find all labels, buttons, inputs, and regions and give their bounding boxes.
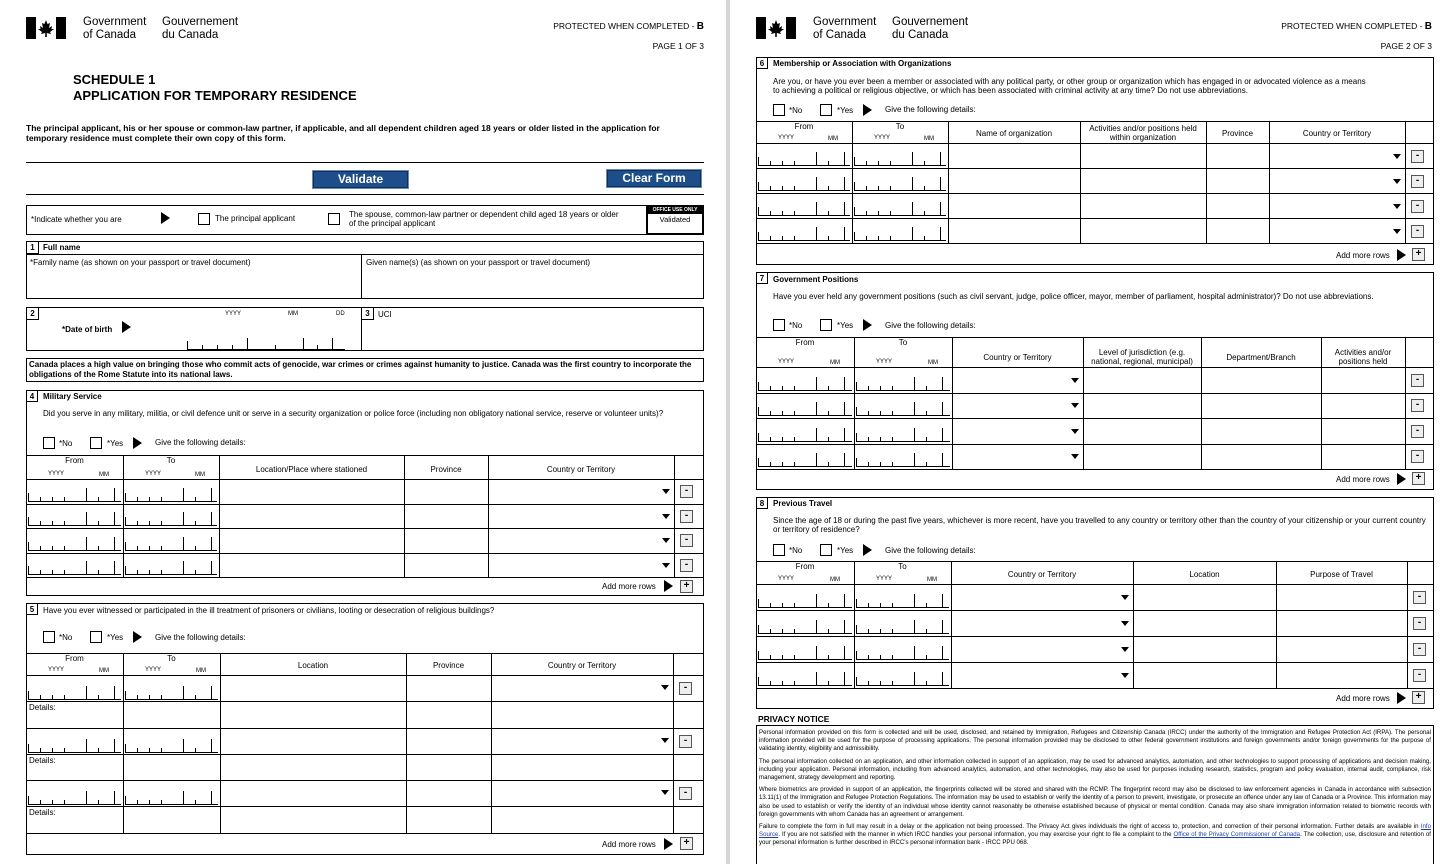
s6-from-date-input[interactable] [756,169,852,193]
s7-country-select[interactable] [952,418,1083,444]
s5-country-select[interactable] [491,780,673,806]
section-4-title: Military Service [43,392,102,401]
s6-organization-input[interactable] [948,143,1080,168]
s7-table: From YYYY MM To YYYY MM Country or Territory Level of jurisdiction (e.g. national, regional, municipal) Department/Branch Activities and/or positions held - - - - [756,337,1434,469]
s7-activities-input[interactable] [1321,393,1405,419]
s6-province-input[interactable] [1206,168,1269,193]
s4-from-date-input[interactable] [26,529,123,553]
chevron-down-icon [1121,647,1129,652]
s7-remove-row-button[interactable]: - [1411,374,1424,387]
s8-country-select[interactable] [951,584,1133,610]
chevron-down-icon [661,685,669,690]
s8-location-input[interactable] [1133,662,1276,688]
canada-flag-icon [26,17,66,39]
s5-country-select[interactable] [491,728,673,754]
s4-remove-row-button[interactable]: - [680,559,693,572]
spouse-label: The spouse, common-law partner or dependent child aged 18 years or older of the principal applicant [349,210,619,228]
s8-country-select[interactable] [951,610,1133,636]
government-wordmark-fr: Gouvernement du Canada [162,16,239,41]
chevron-down-icon [1121,673,1129,678]
section-6-title: Membership or Association with Organizations [773,59,952,68]
s8-purpose-input[interactable] [1276,636,1407,662]
s6-province-input[interactable] [1206,218,1269,243]
s4-remove-row-button[interactable]: - [680,510,693,523]
s6-add-row-button[interactable]: + [1412,248,1425,261]
s7-jurisdiction-input[interactable] [1083,418,1201,444]
s8-purpose-input[interactable] [1276,662,1407,688]
s6-to-date-input[interactable] [852,219,948,243]
s7-jurisdiction-input[interactable] [1083,393,1201,419]
chevron-down-icon [1071,378,1079,383]
section-7-question: Have you ever held any government positions (such as civil servant, judge, police officer, mayor, member of parliament, hospital administrator)? Do not use abbreviations. [773,292,1374,301]
s5-province-input[interactable] [406,780,491,806]
s4-to-date-input[interactable] [123,529,219,553]
s4-to-date-input[interactable] [123,554,219,578]
s7-no-checkbox[interactable] [773,319,785,331]
s7-remove-row-button[interactable]: - [1411,399,1424,412]
privacy-notice-text: Personal information provided on this form is collected and will be used, disclosed, and retained by Immigration, Refugees and Citizenship Canada (IRCC) under the authority of the Immigration and Refugee Protection Act (IRPA). The personal information provided will be used for the purpose of processing applications. The personal information provided may be disclosed to other federal government institutions and foreign governments and/or foreign governments for the purpose of validating identity, eligibility and admissibility. The personal information collected on an application, and other information collected in support of an application, may be used for advanced analytics, automation, and other technologies to support processing of applications and decision making, including your application. Personal information, including from advanced analytics, automation, and other technologies, may also be used for purposes including research, statistics, program and policy evaluation, internal audit, compliance, risk management, strategy development and reporting. Where biometrics are provided in support of an application, the fingerprints collected will be stored and shared with the RCMP. The fingerprint record may also be disclosed to law enforcement agencies in Canada in accordance with subsection 13.11(1) of the Immigration and Refugee Protection Regulations. The information may be used to establish or verify the identity of a person to prevent, investigate, or prosecute an offence under any law of Canada or a Province. This information may also be used to establish or verify the identity of an individual whose identity cannot reasonably be otherwise established because of physical or mental condition. Canada may also share immigration information related to biometric records with foreign governments with whom Canada has an agreement or arrangement. Failure to complete the form in full may result in a delay or the application not being processed. The Privacy Act gives individuals the right of access to, protection, and correction of their personal information. Further details are available in Info Source. If you are not satisfied with the manner in which IRCC handles your personal information, you may exercise your right to file a complaint to the Office of the Privacy Commissioner of Canada. The collection, use, disclosure and retention of your personal information is further described in IRCC's personal information bank - IRCC PPU 068. [759,729,1432,847]
s7-from-date-input[interactable] [756,368,854,393]
s5-add-row-button[interactable]: + [680,837,693,850]
s6-country-select[interactable] [1269,168,1405,193]
s4-country-select[interactable] [488,553,674,578]
s8-purpose-input[interactable] [1276,610,1407,636]
s7-jurisdiction-input[interactable] [1083,444,1201,470]
family-name-label: *Family name (as shown on your passport or travel document) [30,258,251,267]
chevron-down-icon [1393,179,1401,184]
s8-to-date-input[interactable] [854,611,951,636]
s6-organization-input[interactable] [948,218,1080,243]
s4-add-row-button[interactable]: + [680,580,693,593]
form-title: SCHEDULE 1 APPLICATION FOR TEMPORARY RESIDENCE [73,72,357,103]
s4-no-checkbox[interactable] [43,437,55,449]
s6-activities-input[interactable] [1080,193,1206,218]
s6-activities-input[interactable] [1080,168,1206,193]
form-page-2: Government of Canada Gouvernement du Canada PROTECTED WHEN COMPLETED - B PAGE 2 OF 3 6 Membership or Association with Organizations Are you, or have you ever been a member or associated with any political party, or other group or organization which has engaged in or advocated violence as a means to achieving a political or religious objective, or which has been associated with criminal activity at any time? Do not use abbreviations. *No *Yes Give the following details: From YYYY MM To YYYY MM Name of organization Activities and/or positions held within organization Province Country or Territory - - - - Add more rows + 7 Government Positions Have you ever held any government positions (such as civil servant, judge, police officer, mayor, member of parliament, hospital administrator)? Do not use abbreviations. *No *Yes Give the following details: From YYYY MM To YYYY MM Country or Territory Level of jurisdiction (e.g. national, regional, municipal) Department/Branch Activities and/or positions held - - - - Add more rows + 8 Previous Travel Since the age of 18 or during the past five years, whichever is more recent, have you travelled to any country or territory other than the country of your citizenship or your current country or territory of residence? *No *Yes Give the following details: From YYYY MM To YYYY MM Country or Territory Location Purpose of Travel - - - - Add more rows + PRIVACY NOTICE Personal information provided on this form is collected and will be used, disclosed, and retained by Immigration, Refugees and Citizenship Canada (IRCC) under the authority of the Immigration and Refugee Protection Act (IRPA). The personal information provided will be used for the purpose of processing applications. The personal information provided may be disclosed to other federal government institutions and foreign governments and/or foreign governments for the purpose of validating identity, eligibility and admissibility. The personal information collected on an application, and other information collected in support of an application, may be used for advanced analytics, automation, and other technologies to support processing of applications and decision making, including your application. Personal information, including from advanced analytics, automation, and other technologies, may also be used for purposes including research, statistics, program and policy evaluation, internal audit, compliance, risk management, strategy development and reporting. Where biometrics are provided in support of an application, the fingerprints collected will be stored and shared with the RCMP. The fingerprint record may also be disclosed to law enforcement agencies in Canada in accordance with subsection 13.11(1) of the Immigration and Refugee Protection Regulations. The information may be used to establish or verify the identity of a person to prevent, investigate, or prosecute an offence under any law of Canada or a Province. This information may also be used to establish or verify the identity of an individual whose identity cannot reasonably be otherwise established because of physical or mental condition. Canada may also share immigration information related to biometric records with foreign governments with whom Canada has an agreement or arrangement. Failure to complete the form in full may result in a delay or the application not being processed. The Privacy Act gives individuals the right of access to, protection, and correction of their personal information. Further details are available in Info Source. If you are not satisfied with the manner in which IRCC handles your personal information, you may exercise your right to file a complaint to the Office of the Privacy Commissioner of Canada. The collection, use, disclosure and retention of your personal information is further described in IRCC's personal information bank - IRCC PPU 068. [730,0,1440,864]
section-8-question: Since the age of 18 or during the past five years, whichever is more recent, have you travelled to any country or territory other than the country of your citizenship or your current country or territory of residence? [773,516,1426,534]
s8-remove-row-button[interactable]: - [1413,669,1426,682]
section-5-question: Have you ever witnessed or participated in the ill treatment of prisoners or civilians, looting or desecration of religious buildings? [43,606,495,615]
s6-add-rows-label: Add more rows [1336,251,1390,260]
s4-province-input[interactable] [404,553,488,578]
chevron-down-icon [662,514,670,519]
s6-no-checkbox[interactable] [773,104,785,116]
s6-remove-row-button[interactable]: - [1411,200,1424,213]
s8-remove-row-button[interactable]: - [1413,591,1426,604]
s8-location-input[interactable] [1133,636,1276,662]
family-name-input[interactable] [28,270,358,296]
arrow-right-icon [863,544,872,556]
principal-applicant-checkbox[interactable] [198,213,210,225]
s6-province-input[interactable] [1206,193,1269,218]
s6-to-date-input[interactable] [852,144,948,168]
s8-location-input[interactable] [1133,584,1276,610]
s7-add-rows-label: Add more rows [1336,475,1390,484]
form-page-1: Government of Canada Gouvernement du Canada PROTECTED WHEN COMPLETED - B PAGE 1 OF 3 SCHEDULE 1 APPLICATION FOR TEMPORARY RESIDENCE The principal applicant, his or her spouse or common-law partner, if applicable, and all dependent children aged 18 years or older listed in the application for temporary residence must complete their own copy of this form. Validate Clear Form *Indicate whether you are The principal applicant The spouse, common-law partner or dependent child aged 18 years or older of the principal applicant OFFICE USE ONLY Validated 1 Full name *Family name (as shown on your passport or travel document) Given name(s) (as shown on your passport or travel document) 2 3 UCI *Date of birth YYYY MM DD Canada places a high value on bringing those who commit acts of genocide, war crimes or crimes against humanity to justice. Canada was the first country to incorporate the obligations of the Rome Statute into its national laws. 4 Military Service Did you serve in any military, militia, or civil defence unit or serve in a security organization or police force (including non obligatory national service, reserve or volunteer units)? *No *Yes Give the following details: From YYYY MM To YYYY MM Location/Place where stationed Province Country or Territory - - - - Add more rows + 5 Have you ever witnessed or participated in the ill treatment of prisoners or civilians, looting or desecration of religious buildings? *No *Yes Give the following details: From YYYY MM To YYYY MM Location Province Country or Territory - Details: - Details: - Details: Add more rows + [0,0,726,864]
info-source-link[interactable]: Info Source [759,823,1431,839]
chevron-down-icon [1071,429,1079,434]
arrow-right-icon [133,631,142,643]
s8-remove-row-button[interactable]: - [1413,617,1426,630]
s7-add-row-button[interactable]: + [1412,472,1425,485]
s7-activities-input[interactable] [1321,444,1405,470]
s8-country-select[interactable] [951,636,1133,662]
s4-location-input[interactable] [219,479,404,504]
protected-label: PROTECTED WHEN COMPLETED - B [553,21,704,32]
page-number: PAGE 2 OF 3 [1380,41,1432,51]
s8-no-checkbox[interactable] [773,544,785,556]
s7-department-input[interactable] [1201,418,1321,444]
s8-from-date-input[interactable] [756,637,854,662]
s5-province-input[interactable] [406,728,491,754]
s7-to-date-input[interactable] [854,394,952,419]
s7-to-date-input[interactable] [854,419,952,444]
s6-remove-row-button[interactable]: - [1411,175,1424,188]
given-name-label: Given name(s) (as shown on your passport or travel document) [366,258,591,267]
s7-remove-row-button[interactable]: - [1411,425,1424,438]
s4-province-input[interactable] [404,528,488,553]
section-8-title: Previous Travel [773,499,833,508]
s4-province-input[interactable] [404,479,488,504]
s4-country-select[interactable] [488,504,674,529]
s4-province-input[interactable] [404,504,488,529]
s4-country-select[interactable] [488,479,674,504]
s4-remove-row-button[interactable]: - [680,534,693,547]
s4-to-date-input[interactable] [123,480,219,504]
section-4-question: Did you serve in any military, militia, or civil defence unit or serve in a security organization or police force (including non obligatory national service, reserve or volunteer units)? [43,409,664,418]
s6-to-date-input[interactable] [852,194,948,218]
indicate-label: *Indicate whether you are [31,215,122,224]
s7-department-input[interactable] [1201,367,1321,393]
s4-location-input[interactable] [219,504,404,529]
s5-location-input[interactable] [220,780,406,806]
s5-details-input[interactable] [66,755,696,780]
chevron-down-icon [1071,403,1079,408]
s8-from-date-input[interactable] [756,611,854,636]
s6-from-date-input[interactable] [756,144,852,168]
s6-organization-input[interactable] [948,168,1080,193]
s5-from-date-input[interactable] [26,729,123,755]
s5-to-date-input[interactable] [123,729,220,755]
arrow-right-icon [122,321,131,333]
s4-location-input[interactable] [219,528,404,553]
s5-table: From YYYY MM To YYYY MM Location Province Country or Territory - Details: - Details: - Details: [26,653,704,833]
date-of-birth-input[interactable] [187,332,347,350]
s5-add-rows-label: Add more rows [602,840,656,849]
s6-country-select[interactable] [1269,193,1405,218]
s8-remove-row-button[interactable]: - [1413,643,1426,656]
s8-table: From YYYY MM To YYYY MM Country or Territory Location Purpose of Travel - - - - [756,561,1434,688]
s8-add-row-button[interactable]: + [1412,691,1425,704]
s5-to-date-input[interactable] [123,781,220,807]
chevron-down-icon [1121,595,1129,600]
s7-to-date-input[interactable] [854,445,952,470]
s5-location-input[interactable] [220,728,406,754]
s7-department-input[interactable] [1201,444,1321,470]
s8-country-select[interactable] [951,662,1133,688]
s6-yes-checkbox[interactable] [820,104,832,116]
s8-to-date-input[interactable] [854,585,951,610]
s7-jurisdiction-input[interactable] [1083,367,1201,393]
s7-department-input[interactable] [1201,393,1321,419]
section-1-full-name: 1 Full name *Family name (as shown on your passport or travel document) Given name(s) (as shown on your passport or travel document) [26,241,704,299]
chevron-down-icon [661,738,669,743]
arrow-right-icon [1397,249,1406,261]
arrow-right-icon [1397,473,1406,485]
chevron-down-icon [1393,229,1401,234]
s4-location-input[interactable] [219,553,404,578]
s6-province-input[interactable] [1206,143,1269,168]
genocide-notice: Canada places a high value on bringing those who commit acts of genocide, war crimes or crimes against humanity to justice. Canada was the first country to incorporate the obligations of the Rome Statute into its national laws. [26,358,704,382]
s5-country-select[interactable] [491,675,673,701]
canada-flag-icon [756,17,796,39]
s6-from-date-input[interactable] [756,194,852,218]
s8-purpose-input[interactable] [1276,584,1407,610]
chevron-down-icon [661,790,669,795]
details-label: Details: [29,755,56,765]
s5-details-input[interactable] [66,702,696,727]
s6-remove-row-button[interactable]: - [1411,225,1424,238]
chevron-down-icon [1393,154,1401,159]
s4-country-select[interactable] [488,528,674,553]
arrow-right-icon [664,838,673,850]
uci-label: UCI [378,310,392,319]
government-wordmark-fr: Gouvernement du Canada [892,16,969,41]
s7-country-select[interactable] [952,393,1083,419]
section-6-question: Are you, or have you ever been a member or associated with any political party, or other group or organization which has engaged in or advocated violence as a means to achieving a political or religious objective, or which has been associated with criminal activity at any time? Do not use abbreviations. [773,77,1366,95]
s8-add-rows-label: Add more rows [1336,694,1390,703]
s8-location-input[interactable] [1133,610,1276,636]
chevron-down-icon [1121,621,1129,626]
s7-from-date-input[interactable] [756,419,854,444]
privacy-commissioner-link[interactable]: Office of the Privacy Commissioner of Canada [1173,831,1301,839]
chevron-down-icon [662,563,670,568]
arrow-right-icon [863,319,872,331]
spouse-checkbox[interactable] [328,213,340,225]
s5-from-date-input[interactable] [26,781,123,807]
s7-remove-row-button[interactable]: - [1411,450,1424,463]
protected-label: PROTECTED WHEN COMPLETED - B [1281,21,1432,32]
uci-input[interactable] [363,320,701,348]
s5-no-checkbox[interactable] [43,631,55,643]
arrow-right-icon [1397,692,1406,704]
s6-remove-row-button[interactable]: - [1411,150,1424,163]
section-2-3: 2 3 UCI *Date of birth YYYY MM DD [26,307,704,351]
s7-activities-input[interactable] [1321,367,1405,393]
s4-yes-checkbox[interactable] [90,437,102,449]
section-7-title: Government Positions [773,275,859,284]
s4-table: From YYYY MM To YYYY MM Location/Place where stationed Province Country or Territory - - - - [26,455,704,577]
s4-add-rows-label: Add more rows [602,582,656,591]
arrow-right-icon [161,212,170,224]
given-name-input[interactable] [364,270,700,296]
s7-country-select[interactable] [952,444,1083,470]
dob-label: *Date of birth [62,325,113,334]
s6-country-select[interactable] [1269,218,1405,243]
s4-from-date-input[interactable] [26,554,123,578]
chevron-down-icon [1393,204,1401,209]
s5-remove-row-button[interactable]: - [679,787,692,800]
chevron-down-icon [1071,454,1079,459]
details-label: Details: [29,808,56,817]
s6-to-date-input[interactable] [852,169,948,193]
s8-yes-checkbox[interactable] [820,544,832,556]
s8-to-date-input[interactable] [854,663,951,688]
arrow-right-icon [863,104,872,116]
s6-activities-input[interactable] [1080,143,1206,168]
s6-country-select[interactable] [1269,143,1405,168]
s7-country-select[interactable] [952,367,1083,393]
s8-to-date-input[interactable] [854,637,951,662]
s5-details-input[interactable] [66,807,696,832]
s8-from-date-input[interactable] [756,585,854,610]
chevron-down-icon [662,489,670,494]
s6-table: From YYYY MM To YYYY MM Name of organization Activities and/or positions held within organization Province Country or Territory - - - - [756,121,1434,245]
s6-organization-input[interactable] [948,193,1080,218]
principal-applicant-label: The principal applicant [215,214,296,223]
details-label: Details: [29,703,56,712]
s4-to-date-input[interactable] [123,505,219,529]
s4-from-date-input[interactable] [26,480,123,504]
s4-from-date-input[interactable] [26,505,123,529]
office-use-box: OFFICE USE ONLY Validated [646,205,704,235]
s7-to-date-input[interactable] [854,368,952,393]
page-number: PAGE 1 OF 3 [652,41,704,51]
chevron-down-icon [662,538,670,543]
intro-text: The principal applicant, his or her spouse or common-law partner, if applicable, and all dependent children aged 18 years or older listed in the application for temporary residence must complete their own copy of this form. [26,123,660,143]
arrow-right-icon [133,437,142,449]
s5-from-date-input[interactable] [26,676,123,702]
arrow-right-icon [664,580,673,592]
s5-to-date-input[interactable] [123,676,220,702]
s8-from-date-input[interactable] [756,663,854,688]
clear-form-button[interactable]: Clear Form [607,170,701,187]
s7-from-date-input[interactable] [756,394,854,419]
s5-remove-row-button[interactable]: - [679,735,692,748]
government-wordmark-en: Government of Canada [813,16,877,41]
s5-yes-checkbox[interactable] [90,631,102,643]
government-wordmark-en: Government of Canada [83,16,147,41]
privacy-title: PRIVACY NOTICE [758,714,830,724]
s6-activities-input[interactable] [1080,218,1206,243]
validate-button[interactable]: Validate [313,171,408,188]
s7-from-date-input[interactable] [756,445,854,470]
s7-yes-checkbox[interactable] [820,319,832,331]
s5-province-input[interactable] [406,675,491,701]
s5-remove-row-button[interactable]: - [679,682,692,695]
s6-from-date-input[interactable] [756,219,852,243]
s5-location-input[interactable] [220,675,406,701]
s4-remove-row-button[interactable]: - [680,485,693,498]
s7-activities-input[interactable] [1321,418,1405,444]
